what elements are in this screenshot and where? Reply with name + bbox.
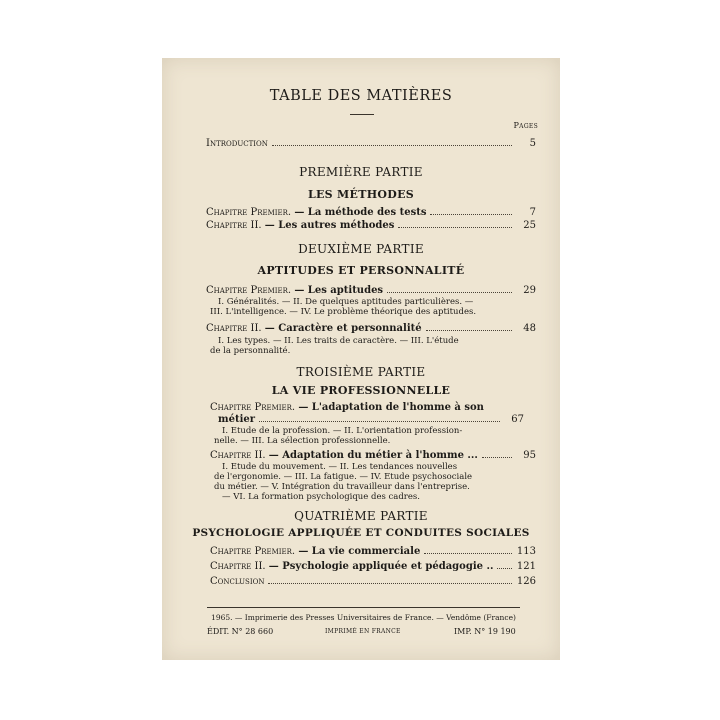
chapter-title: — Les aptitudes: [294, 285, 384, 296]
section-line: I. Généralités. — II. De quelques aptitudes particulières. —: [218, 297, 474, 307]
dot-leader: [497, 568, 512, 569]
chapter-title: — Adaptation du métier à l'homme ...: [268, 450, 478, 461]
chapter-label: Chapitre II.: [210, 450, 266, 461]
part-title: PSYCHOLOGIE APPLIQUÉE ET CONDUITES SOCIALES: [192, 527, 530, 539]
chapter-title: — L'adaptation de l'homme à son: [298, 402, 484, 413]
entry-page: 7: [529, 207, 536, 218]
chapter-label: Chapitre Premier.: [206, 207, 292, 218]
section-line: — VI. La formation psychologique des cadres.: [222, 492, 420, 502]
section-line: III. L'intelligence. — IV. Le problème théorique des aptitudes.: [210, 307, 477, 317]
dot-leader: [424, 553, 512, 554]
section-line: nelle. — III. La sélection professionnelle.: [214, 436, 391, 446]
part-title: APTITUDES ET PERSONNALITÉ: [257, 264, 465, 277]
part-title: LES MÉTHODES: [307, 188, 415, 201]
toc-entry-introduction[interactable]: [206, 138, 536, 149]
section-line: I. Les types. — II. Les traits de caractère. — III. L'étude: [218, 336, 459, 346]
dot-leader: [426, 330, 512, 331]
toc-entry-chapter[interactable]: [210, 402, 536, 413]
entry-page: 67: [511, 414, 524, 425]
page-title: TABLE DES MATIÈRES: [269, 88, 453, 104]
entry-page: 121: [516, 561, 536, 572]
edit-number: ÉDIT. N° 28 660: [207, 627, 274, 636]
dot-leader: [259, 421, 500, 422]
chapter-title: — Psychologie appliquée et pédagogie ..: [268, 561, 494, 572]
dot-leader: [272, 145, 512, 146]
chapter-label: Chapitre Premier.: [206, 285, 292, 296]
book-page: [162, 58, 560, 660]
toc-entry-chapter[interactable]: [206, 323, 536, 334]
dot-leader: [482, 457, 512, 458]
section-line: I. Etude du mouvement. — II. Les tendances nouvelles: [222, 462, 458, 472]
printed-in-france: IMPRIMÉ EN FRANCE: [325, 628, 401, 635]
toc-entry-chapter[interactable]: [206, 285, 536, 296]
part-heading: TROISIÈME PARTIE: [296, 365, 426, 379]
printer-line: 1965. — Imprimerie des Presses Universitaires de France. — Vendôme (France): [211, 613, 516, 622]
part-heading: DEUXIÈME PARTIE: [298, 242, 424, 256]
dot-leader: [387, 292, 512, 293]
toc-entry-chapter[interactable]: [210, 561, 536, 572]
dot-leader: [398, 227, 512, 228]
entry-page: 29: [523, 285, 536, 296]
toc-entry-conclusion[interactable]: [210, 576, 536, 587]
pages-column-header: Pages: [513, 121, 538, 130]
chapter-title: — Caractère et personnalité: [264, 323, 422, 334]
part-heading: PREMIÈRE PARTIE: [299, 165, 423, 179]
section-line: I. Etude de la profession. — II. L'orientation profession-: [222, 426, 463, 436]
chapter-title: — Les autres méthodes: [264, 220, 395, 231]
section-line: du métier. — V. Intégration du travailleur dans l'entreprise.: [214, 482, 470, 492]
toc-entry-chapter[interactable]: [210, 546, 536, 557]
toc-entry-chapter[interactable]: [206, 220, 536, 231]
chapter-label: Chapitre II.: [210, 561, 266, 572]
entry-page: 5: [529, 138, 536, 149]
entry-page: 48: [523, 323, 536, 334]
chapter-label: Chapitre Premier.: [210, 546, 296, 557]
toc-entry-chapter-continued[interactable]: [218, 414, 524, 425]
entry-page: 95: [523, 450, 536, 461]
entry-page: 126: [516, 576, 536, 587]
colophon-rule: [207, 607, 520, 608]
dot-leader: [430, 214, 512, 215]
entry-label: Introduction: [206, 138, 268, 149]
chapter-title-continued: métier: [218, 414, 255, 425]
toc-entry-chapter[interactable]: [210, 450, 536, 461]
chapter-title: — La méthode des tests: [294, 207, 427, 218]
part-heading: QUATRIÈME PARTIE: [294, 509, 428, 523]
section-line: de la personnalité.: [210, 346, 291, 356]
chapter-label: Chapitre Premier.: [210, 402, 296, 413]
chapter-label: Chapitre II.: [206, 323, 262, 334]
title-divider: [350, 114, 374, 115]
chapter-title: — La vie commerciale: [298, 546, 421, 557]
imp-number: IMP. N° 19 190: [454, 627, 516, 636]
entry-page: 113: [516, 546, 536, 557]
entry-label: Conclusion: [210, 576, 265, 587]
toc-entry-chapter[interactable]: [206, 207, 536, 218]
chapter-label: Chapitre II.: [206, 220, 262, 231]
dot-leader: [268, 583, 512, 584]
section-line: de l'ergonomie. — III. La fatigue. — IV. Etude psychosociale: [214, 472, 473, 482]
part-title: LA VIE PROFESSIONNELLE: [271, 384, 451, 397]
entry-page: 25: [523, 220, 536, 231]
